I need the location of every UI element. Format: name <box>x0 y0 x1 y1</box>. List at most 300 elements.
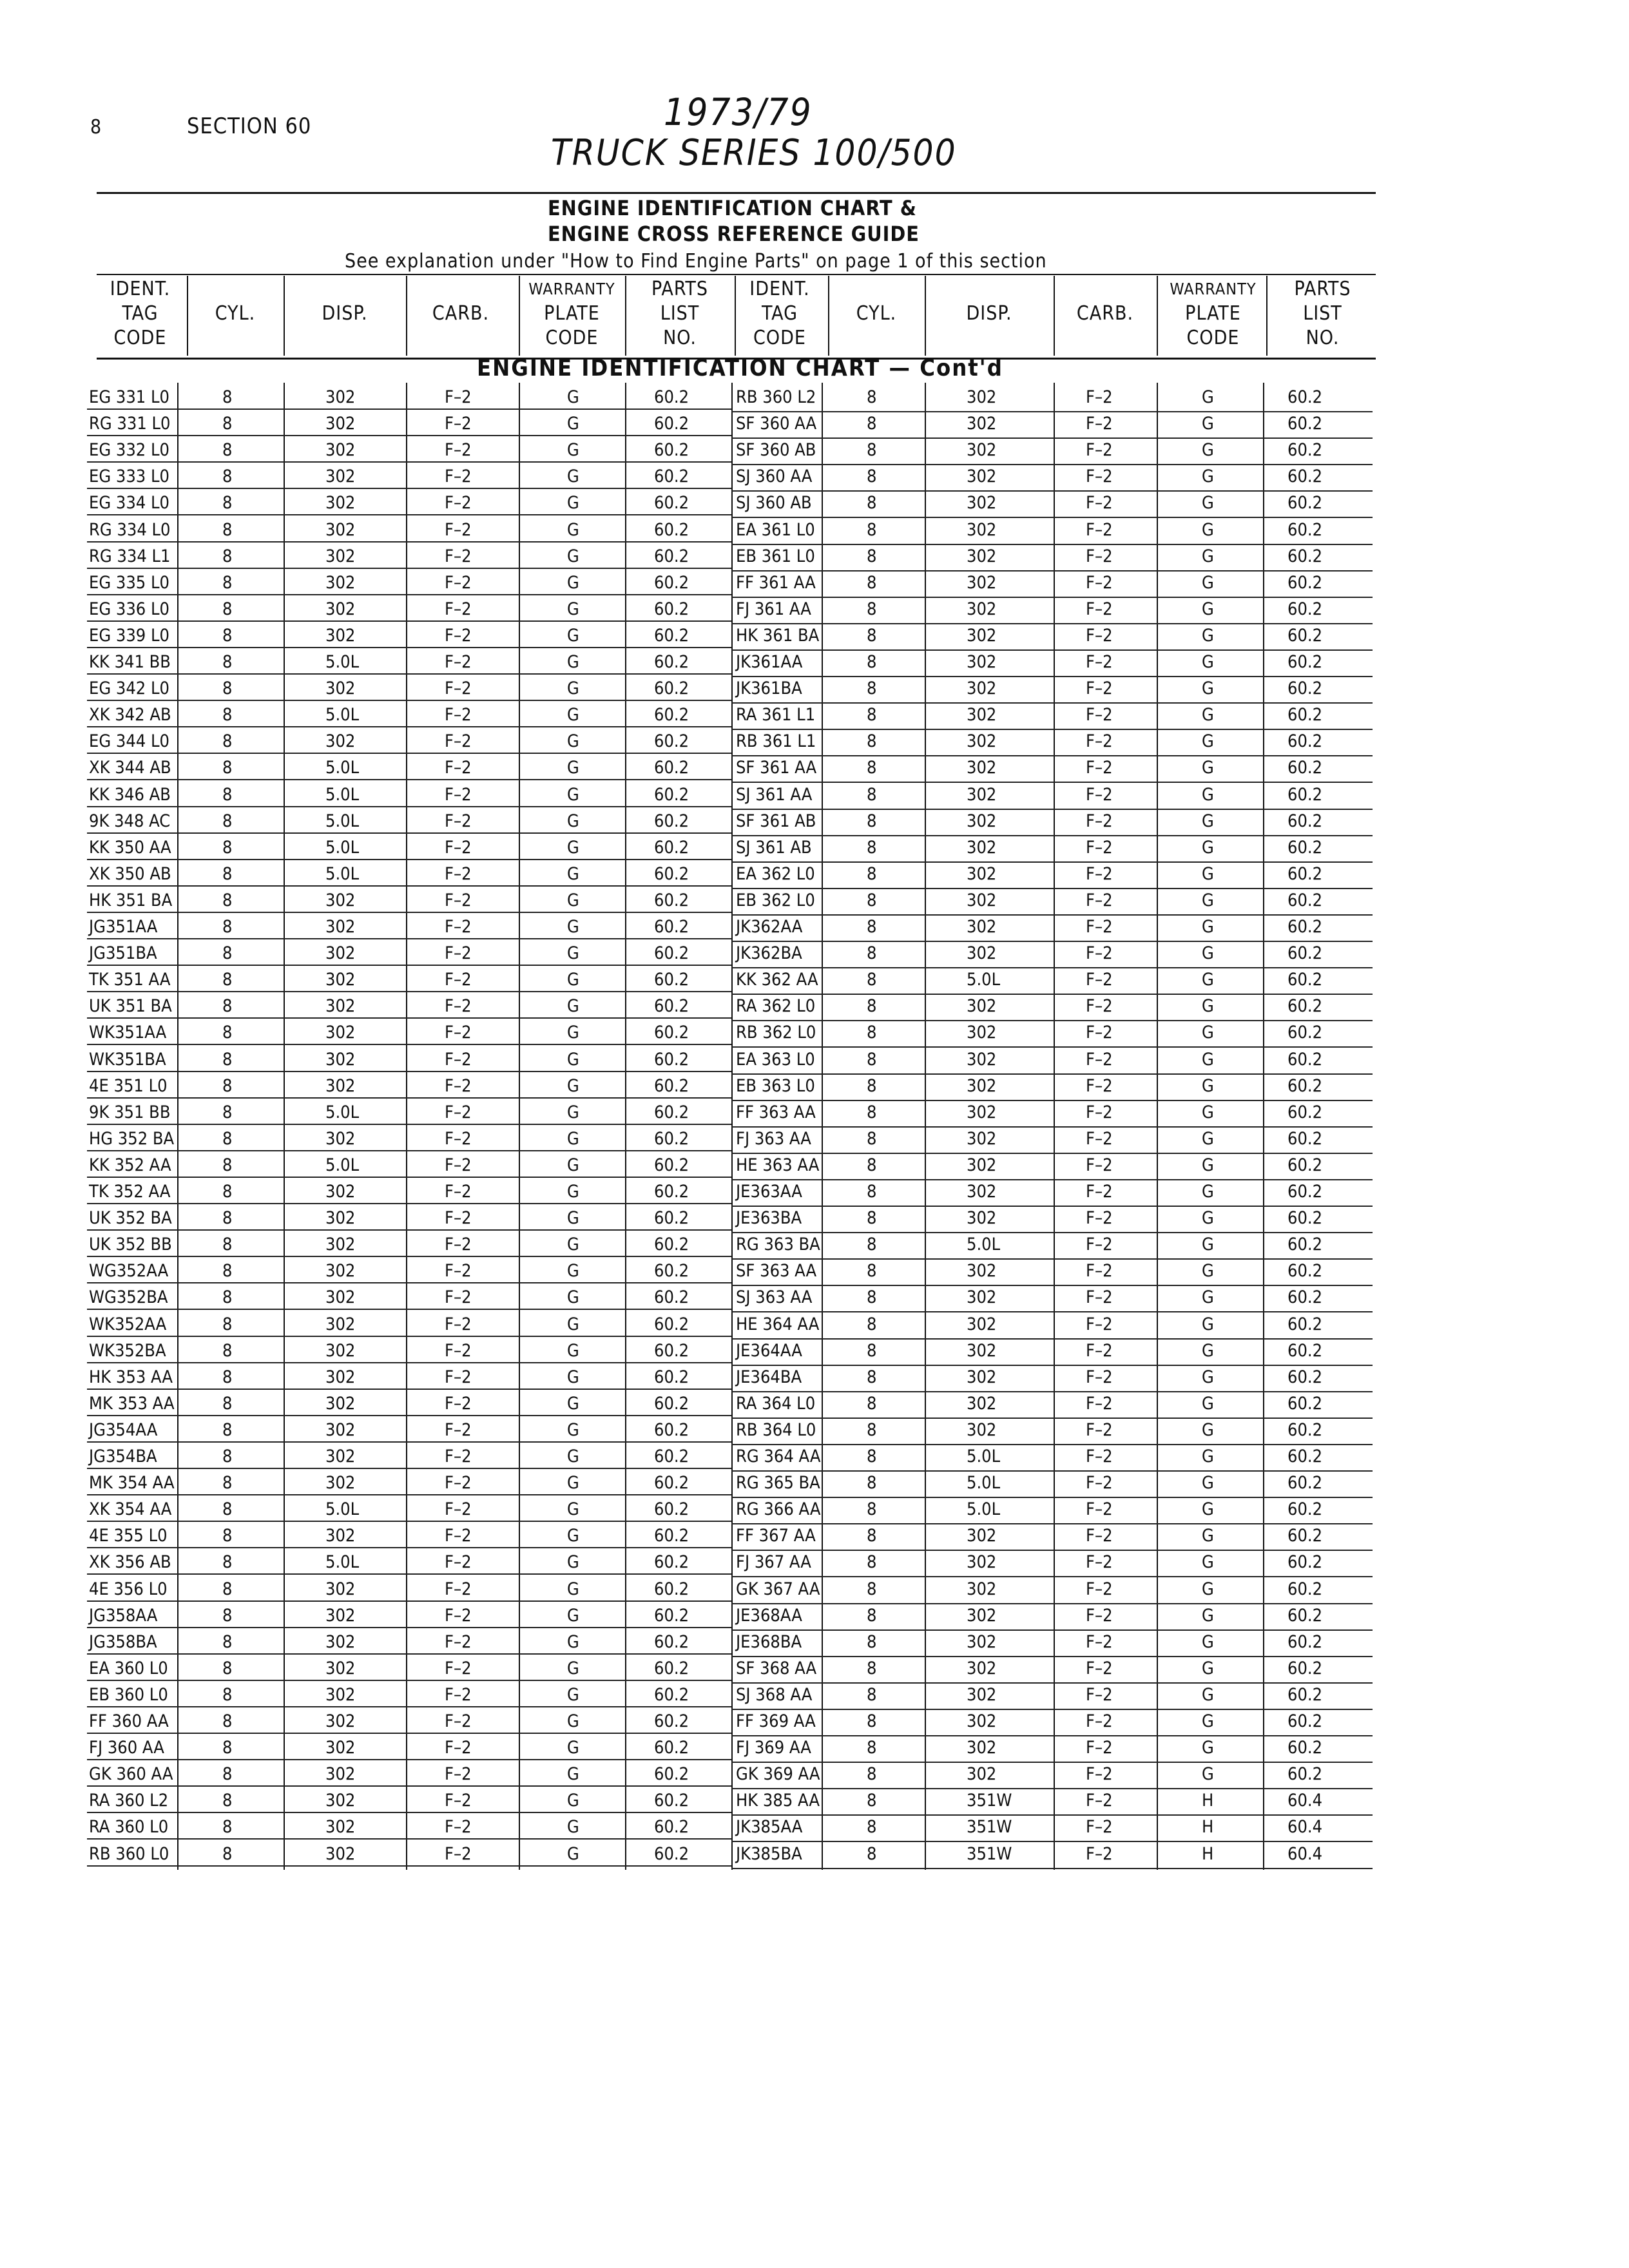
table-cell-cyl: 8 <box>867 1287 877 1308</box>
table-cell-cyl: 8 <box>867 387 877 407</box>
table-row-rule <box>731 1100 1373 1101</box>
table-cell-parts-list: 60.2 <box>1287 1764 1323 1785</box>
table-row-rule <box>87 568 731 569</box>
table-cell-ident-code: JG354BA <box>89 1446 157 1466</box>
table-cell-carb: F–2 <box>1086 625 1113 646</box>
table-cell-parts-list: 60.2 <box>1287 731 1323 752</box>
table-cell-disp: 302 <box>325 1340 356 1361</box>
table-cell-cyl: 8 <box>222 1023 233 1043</box>
table-cell-parts-list: 60.2 <box>654 811 689 831</box>
table-row-rule <box>87 938 731 939</box>
table-cell-parts-list: 60.2 <box>654 731 689 752</box>
table-cell-ident-code: SF 361 AA <box>736 758 817 778</box>
table-cell-ident-code: XK 342 AB <box>89 705 171 726</box>
table-cell-carb: F–2 <box>1086 1075 1113 1096</box>
table-cell-warranty-code: G <box>1202 1208 1214 1229</box>
table-cell-warranty-code: G <box>567 1393 579 1414</box>
table-cell-disp: 5.0L <box>967 1473 1001 1494</box>
table-cell-parts-list: 60.2 <box>654 625 689 646</box>
table-cell-warranty-code: G <box>567 1446 579 1466</box>
table-cell-cyl: 8 <box>222 1075 233 1096</box>
table-cell-carb: F–2 <box>445 1182 472 1202</box>
table-cell-carb: F–2 <box>1086 970 1113 990</box>
table-cell-carb: F–2 <box>445 1817 472 1838</box>
header-cyl-right: CYL. <box>856 302 897 325</box>
table-cell-disp: 302 <box>967 1049 997 1070</box>
table-row-rule <box>87 1785 731 1787</box>
table-cell-carb: F–2 <box>1086 1446 1113 1466</box>
table-cell-disp: 302 <box>325 1711 356 1731</box>
table-cell-parts-list: 60.2 <box>654 1419 689 1440</box>
table-cell-parts-list: 60.2 <box>1287 1182 1323 1202</box>
table-cell-carb: F–2 <box>1086 387 1113 407</box>
table-column-divider <box>625 383 626 1870</box>
table-row-rule <box>87 1309 731 1310</box>
table-cell-cyl: 8 <box>222 1235 233 1255</box>
table-cell-ident-code: WK351BA <box>89 1049 166 1070</box>
table-cell-warranty-code: G <box>1202 1023 1214 1043</box>
table-cell-ident-code: HK 353 AA <box>89 1367 173 1387</box>
table-row-rule <box>87 832 731 834</box>
table-cell-parts-list: 60.2 <box>654 1075 689 1096</box>
table-cell-parts-list: 60.2 <box>1287 1287 1323 1308</box>
table-cell-carb: F–2 <box>1086 1764 1113 1785</box>
table-cell-carb: F–2 <box>445 1419 472 1440</box>
table-cell-ident-code: RG 334 L1 <box>89 546 171 566</box>
table-cell-parts-list: 60.2 <box>1287 466 1323 487</box>
table-row-rule <box>87 1415 731 1416</box>
table-cell-cyl: 8 <box>867 811 877 831</box>
table-cell-carb: F–2 <box>445 758 472 778</box>
table-cell-ident-code: WK352BA <box>89 1340 166 1361</box>
table-cell-carb: F–2 <box>1086 546 1113 566</box>
table-cell-cyl: 8 <box>222 1579 233 1599</box>
table-cell-parts-list: 60.2 <box>654 414 689 434</box>
table-cell-parts-list: 60.2 <box>1287 943 1323 964</box>
table-cell-disp: 302 <box>967 1367 997 1387</box>
table-cell-cyl: 8 <box>867 493 877 514</box>
table-cell-ident-code: RB 360 L2 <box>736 387 816 407</box>
table-cell-disp: 5.0L <box>325 1155 360 1175</box>
table-cell-parts-list: 60.2 <box>1287 1738 1323 1758</box>
table-cell-ident-code: FF 363 AA <box>736 1102 816 1122</box>
table-cell-warranty-code: G <box>1202 519 1214 540</box>
table-cell-cyl: 8 <box>867 890 877 910</box>
table-cell-disp: 302 <box>325 1208 356 1229</box>
table-cell-carb: F–2 <box>445 1155 472 1175</box>
table-cell-disp: 302 <box>325 1473 356 1494</box>
table-cell-carb: F–2 <box>1086 863 1113 884</box>
table-cell-parts-list: 60.2 <box>1287 546 1323 566</box>
table-cell-warranty-code: G <box>1202 1526 1214 1546</box>
table-cell-ident-code: GK 369 AA <box>736 1764 820 1785</box>
table-cell-warranty-code: G <box>567 731 579 752</box>
table-cell-disp: 302 <box>967 440 997 461</box>
table-row-rule <box>731 782 1373 783</box>
table-cell-ident-code: SJ 361 AA <box>736 784 813 805</box>
table-cell-cyl: 8 <box>222 943 233 964</box>
table-cell-warranty-code: G <box>567 1287 579 1308</box>
table-cell-parts-list: 60.2 <box>1287 599 1323 619</box>
table-cell-warranty-code: G <box>1202 996 1214 1017</box>
table-cell-parts-list: 60.2 <box>654 890 689 910</box>
table-cell-ident-code: JK362AA <box>736 917 803 937</box>
header-warranty-line1: WARRANTY <box>1170 280 1257 298</box>
table-cell-ident-code: JE368BA <box>736 1631 802 1652</box>
table-cell-ident-code: RG 366 AA <box>736 1499 821 1520</box>
table-row-rule <box>731 1814 1373 1816</box>
table-cell-cyl: 8 <box>867 1764 877 1785</box>
table-cell-carb: F–2 <box>445 625 472 646</box>
table-cell-parts-list: 60.2 <box>654 1208 689 1229</box>
table-cell-warranty-code: G <box>1202 572 1214 593</box>
table-cell-carb: F–2 <box>445 1023 472 1043</box>
table-cell-ident-code: EG 331 L0 <box>89 387 169 407</box>
table-cell-parts-list: 60.2 <box>1287 572 1323 593</box>
table-row-rule <box>731 411 1373 412</box>
table-cell-cyl: 8 <box>222 519 233 540</box>
table-cell-ident-code: JG358AA <box>89 1605 158 1626</box>
table-cell-carb: F–2 <box>1086 572 1113 593</box>
table-row-rule <box>731 914 1373 916</box>
table-cell-carb: F–2 <box>1086 996 1113 1017</box>
table-row-rule <box>87 1017 731 1019</box>
table-cell-cyl: 8 <box>222 1605 233 1626</box>
section-label: SECTION 60 <box>187 113 312 139</box>
table-cell-warranty-code: G <box>1202 1182 1214 1202</box>
table-cell-carb: F–2 <box>445 1473 472 1494</box>
table-row-rule <box>731 1841 1373 1842</box>
table-cell-carb: F–2 <box>445 1684 472 1705</box>
table-row-rule <box>87 1680 731 1681</box>
table-cell-parts-list: 60.2 <box>654 1843 689 1864</box>
table-cell-warranty-code: G <box>1202 970 1214 990</box>
table-cell-disp: 351W <box>967 1817 1012 1838</box>
table-cell-cyl: 8 <box>867 1023 877 1043</box>
table-cell-carb: F–2 <box>445 1128 472 1149</box>
table-cell-warranty-code: G <box>567 1552 579 1573</box>
table-cell-ident-code: EG 333 L0 <box>89 466 169 487</box>
table-cell-disp: 302 <box>325 678 356 699</box>
header-parts-line3: NO. <box>1306 327 1340 349</box>
table-cell-ident-code: WK352AA <box>89 1314 167 1334</box>
table-cell-cyl: 8 <box>222 731 233 752</box>
table-cell-carb: F–2 <box>1086 837 1113 858</box>
table-cell-disp: 302 <box>325 414 356 434</box>
table-cell-ident-code: SJ 363 AA <box>736 1287 813 1308</box>
table-cell-cyl: 8 <box>867 1791 877 1811</box>
table-cell-warranty-code: G <box>567 758 579 778</box>
table-cell-parts-list: 60.4 <box>1287 1843 1323 1864</box>
table-cell-warranty-code: G <box>1202 837 1214 858</box>
table-cell-parts-list: 60.2 <box>1287 811 1323 831</box>
table-cell-carb: F–2 <box>445 493 472 514</box>
table-cell-cyl: 8 <box>222 1419 233 1440</box>
table-cell-parts-list: 60.2 <box>1287 1075 1323 1096</box>
table-cell-disp: 302 <box>325 1764 356 1785</box>
table-cell-parts-list: 60.2 <box>1287 917 1323 937</box>
table-cell-disp: 302 <box>325 572 356 593</box>
table-cell-carb: F–2 <box>445 1526 472 1546</box>
table-cell-disp: 351W <box>967 1791 1012 1811</box>
header-warranty-left <box>519 277 625 351</box>
table-cell-carb: F–2 <box>445 731 472 752</box>
table-row-rule <box>87 594 731 595</box>
table-cell-disp: 302 <box>325 1579 356 1599</box>
table-cell-cyl: 8 <box>222 1791 233 1811</box>
table-cell-carb: F–2 <box>445 811 472 831</box>
table-cell-cyl: 8 <box>867 1340 877 1361</box>
table-cell-disp: 5.0L <box>325 1102 360 1122</box>
header-ident-line1: IDENT. <box>110 278 171 300</box>
table-row-rule <box>87 859 731 860</box>
table-cell-ident-code: JE363BA <box>736 1208 802 1229</box>
table-cell-disp: 5.0L <box>967 970 1001 990</box>
table-cell-disp: 302 <box>325 1075 356 1096</box>
table-cell-cyl: 8 <box>222 1684 233 1705</box>
explanation-note: See explanation under "How to Find Engine Parts" on page 1 of this section <box>345 250 1047 273</box>
table-cell-parts-list: 60.2 <box>654 1711 689 1731</box>
table-cell-warranty-code: G <box>1202 1552 1214 1573</box>
table-cell-warranty-code: G <box>1202 705 1214 726</box>
table-cell-warranty-code: G <box>1202 546 1214 566</box>
table-cell-disp: 5.0L <box>967 1446 1001 1466</box>
page-number: 8 <box>90 116 102 139</box>
table-cell-warranty-code: G <box>1202 625 1214 646</box>
table-cell-cyl: 8 <box>867 1102 877 1122</box>
table-cell-cyl: 8 <box>222 546 233 566</box>
table-row-rule <box>731 490 1373 492</box>
table-cell-cyl: 8 <box>867 1631 877 1652</box>
table-cell-disp: 302 <box>325 519 356 540</box>
table-cell-warranty-code: G <box>1202 1631 1214 1652</box>
table-cell-carb: F–2 <box>1086 1049 1113 1070</box>
table-cell-carb: F–2 <box>445 1075 472 1096</box>
table-row-rule <box>731 1365 1373 1366</box>
table-cell-carb: F–2 <box>445 970 472 990</box>
table-row-rule <box>731 1788 1373 1789</box>
table-cell-cyl: 8 <box>867 1314 877 1334</box>
table-cell-ident-code: SF 363 AA <box>736 1261 817 1282</box>
table-cell-warranty-code: G <box>567 811 579 831</box>
table-cell-parts-list: 60.2 <box>654 1817 689 1838</box>
table-cell-ident-code: JG358BA <box>89 1631 157 1652</box>
table-cell-cyl: 8 <box>222 811 233 831</box>
header-disp-left: DISP. <box>322 302 368 325</box>
table-cell-parts-list: 60.2 <box>654 917 689 937</box>
header-column-divider <box>925 276 926 356</box>
table-cell-warranty-code: G <box>567 414 579 434</box>
table-cell-ident-code: FF 361 AA <box>736 572 816 593</box>
table-cell-ident-code: RA 364 L0 <box>736 1393 816 1414</box>
table-cell-ident-code: EG 339 L0 <box>89 625 169 646</box>
table-cell-cyl: 8 <box>867 1235 877 1255</box>
table-cell-parts-list: 60.2 <box>654 678 689 699</box>
table-cell-parts-list: 60.2 <box>654 466 689 487</box>
table-row-rule <box>87 1600 731 1602</box>
table-cell-parts-list: 60.2 <box>654 1473 689 1494</box>
table-cell-warranty-code: G <box>567 1314 579 1334</box>
table-cell-ident-code: SJ 368 AA <box>736 1684 813 1705</box>
table-row-rule <box>87 514 731 515</box>
table-cell-warranty-code: G <box>567 837 579 858</box>
table-cell-warranty-code: G <box>567 784 579 805</box>
table-cell-warranty-code: G <box>1202 1314 1214 1334</box>
table-cell-disp: 302 <box>325 1182 356 1202</box>
table-row-rule <box>731 623 1373 624</box>
table-cell-disp: 302 <box>967 1155 997 1175</box>
table-cell-ident-code: FJ 363 AA <box>736 1128 811 1149</box>
table-cell-disp: 302 <box>967 572 997 593</box>
table-cell-cyl: 8 <box>222 1711 233 1731</box>
table-cell-disp: 302 <box>967 1526 997 1546</box>
table-cell-ident-code: HK 351 BA <box>89 890 173 910</box>
table-cell-warranty-code: G <box>567 1526 579 1546</box>
table-row-rule <box>731 517 1373 518</box>
table-cell-disp: 302 <box>967 890 997 910</box>
table-cell-parts-list: 60.2 <box>1287 1658 1323 1678</box>
table-cell-cyl: 8 <box>222 652 233 672</box>
table-cell-ident-code: UK 351 BA <box>89 996 172 1017</box>
table-cell-warranty-code: G <box>567 1340 579 1361</box>
table-cell-carb: F–2 <box>445 1235 472 1255</box>
table-cell-warranty-code: G <box>1202 1128 1214 1149</box>
table-cell-disp: 302 <box>325 546 356 566</box>
table-cell-carb: F–2 <box>445 1738 472 1758</box>
table-cell-disp: 302 <box>325 1791 356 1811</box>
table-cell-parts-list: 60.4 <box>1287 1817 1323 1838</box>
table-cell-cyl: 8 <box>867 625 877 646</box>
table-cell-parts-list: 60.2 <box>654 1155 689 1175</box>
table-cell-disp: 302 <box>967 863 997 884</box>
table-cell-disp: 302 <box>967 996 997 1017</box>
table-cell-carb: F–2 <box>445 837 472 858</box>
table-row-rule <box>731 702 1373 704</box>
table-cell-ident-code: KK 341 BB <box>89 652 171 672</box>
table-cell-disp: 5.0L <box>325 1499 360 1520</box>
table-cell-carb: F–2 <box>445 943 472 964</box>
table-cell-warranty-code: G <box>567 652 579 672</box>
table-cell-carb: F–2 <box>1086 414 1113 434</box>
table-cell-ident-code: JG351AA <box>89 917 158 937</box>
table-cell-carb: F–2 <box>1086 784 1113 805</box>
header-column-divider <box>1157 276 1158 356</box>
table-cell-cyl: 8 <box>222 1340 233 1361</box>
header-ident-line3: CODE <box>753 327 806 349</box>
table-cell-disp: 302 <box>325 1446 356 1466</box>
table-cell-disp: 302 <box>325 890 356 910</box>
table-row-rule <box>87 726 731 727</box>
table-cell-ident-code: EB 362 L0 <box>736 890 815 910</box>
table-cell-disp: 302 <box>325 1235 356 1255</box>
table-cell-cyl: 8 <box>222 387 233 407</box>
table-cell-cyl: 8 <box>867 731 877 752</box>
table-cell-cyl: 8 <box>222 1631 233 1652</box>
table-cell-ident-code: KK 362 AA <box>736 970 818 990</box>
table-cell-parts-list: 60.2 <box>654 1235 689 1255</box>
table-cell-cyl: 8 <box>867 1738 877 1758</box>
table-cell-disp: 302 <box>325 917 356 937</box>
table-cell-parts-list: 60.2 <box>1287 837 1323 858</box>
header-ident-line2: TAG <box>762 302 798 325</box>
table-cell-disp: 302 <box>325 1367 356 1387</box>
table-cell-parts-list: 60.2 <box>1287 1367 1323 1387</box>
table-cell-carb: F–2 <box>1086 1473 1113 1494</box>
table-cell-carb: F–2 <box>445 572 472 593</box>
table-cell-carb: F–2 <box>445 1711 472 1731</box>
table-cell-parts-list: 60.2 <box>1287 1711 1323 1731</box>
table-row-rule <box>731 1576 1373 1577</box>
table-cell-warranty-code: G <box>567 1367 579 1387</box>
table-cell-disp: 302 <box>967 811 997 831</box>
header-parts-right <box>1269 277 1376 351</box>
table-row-rule <box>731 1550 1373 1551</box>
table-cell-cyl: 8 <box>867 1526 877 1546</box>
table-cell-parts-list: 60.2 <box>1287 1605 1323 1626</box>
table-cell-parts-list: 60.2 <box>654 1287 689 1308</box>
table-cell-disp: 302 <box>967 1419 997 1440</box>
table-row-rule <box>87 1389 731 1390</box>
table-cell-ident-code: EG 336 L0 <box>89 599 169 619</box>
table-cell-carb: F–2 <box>1086 943 1113 964</box>
table-cell-parts-list: 60.2 <box>1287 414 1323 434</box>
header-ident-right <box>735 277 825 351</box>
table-cell-carb: F–2 <box>445 652 472 672</box>
table-cell-ident-code: RA 360 L0 <box>89 1817 169 1838</box>
table-cell-ident-code: RG 334 L0 <box>89 519 171 540</box>
table-cell-parts-list: 60.2 <box>654 1605 689 1626</box>
table-row-rule <box>731 597 1373 598</box>
table-cell-parts-list: 60.2 <box>1287 519 1323 540</box>
table-cell-parts-list: 60.2 <box>654 837 689 858</box>
table-cell-cyl: 8 <box>867 1393 877 1414</box>
table-cell-carb: F–2 <box>1086 1605 1113 1626</box>
table-cell-cyl: 8 <box>222 1764 233 1785</box>
table-cell-parts-list: 60.2 <box>654 1631 689 1652</box>
table-cell-disp: 302 <box>325 996 356 1017</box>
table-cell-parts-list: 60.2 <box>1287 705 1323 726</box>
table-cell-disp: 5.0L <box>967 1235 1001 1255</box>
table-cell-cyl: 8 <box>867 1446 877 1466</box>
table-cell-parts-list: 60.2 <box>654 1791 689 1811</box>
table-cell-ident-code: XK 356 AB <box>89 1552 171 1573</box>
table-cell-carb: F–2 <box>445 1764 472 1785</box>
table-row-rule <box>87 1071 731 1072</box>
table-cell-cyl: 8 <box>222 784 233 805</box>
table-cell-parts-list: 60.2 <box>1287 1340 1323 1361</box>
table-cell-disp: 302 <box>967 1128 997 1149</box>
table-cell-warranty-code: G <box>1202 917 1214 937</box>
chart-title-2: ENGINE CROSS REFERENCE GUIDE <box>548 222 920 246</box>
table-cell-parts-list: 60.2 <box>1287 1393 1323 1414</box>
table-cell-ident-code: 4E 355 L0 <box>89 1526 168 1546</box>
table-row-rule <box>731 888 1373 889</box>
table-cell-warranty-code: H <box>1202 1817 1214 1838</box>
table-cell-ident-code: RB 361 L1 <box>736 731 816 752</box>
table-cell-cyl: 8 <box>222 1102 233 1122</box>
table-cell-carb: F–2 <box>1086 890 1113 910</box>
table-cell-carb: F–2 <box>1086 1579 1113 1599</box>
table-cell-warranty-code: G <box>567 599 579 619</box>
table-cell-carb: F–2 <box>1086 1367 1113 1387</box>
table-cell-warranty-code: G <box>567 917 579 937</box>
table-cell-disp: 5.0L <box>325 758 360 778</box>
table-row-rule <box>731 1126 1373 1128</box>
table-cell-parts-list: 60.2 <box>1287 1552 1323 1573</box>
table-cell-disp: 302 <box>967 758 997 778</box>
table-cell-warranty-code: G <box>567 1684 579 1705</box>
table-column-divider <box>284 383 285 1870</box>
